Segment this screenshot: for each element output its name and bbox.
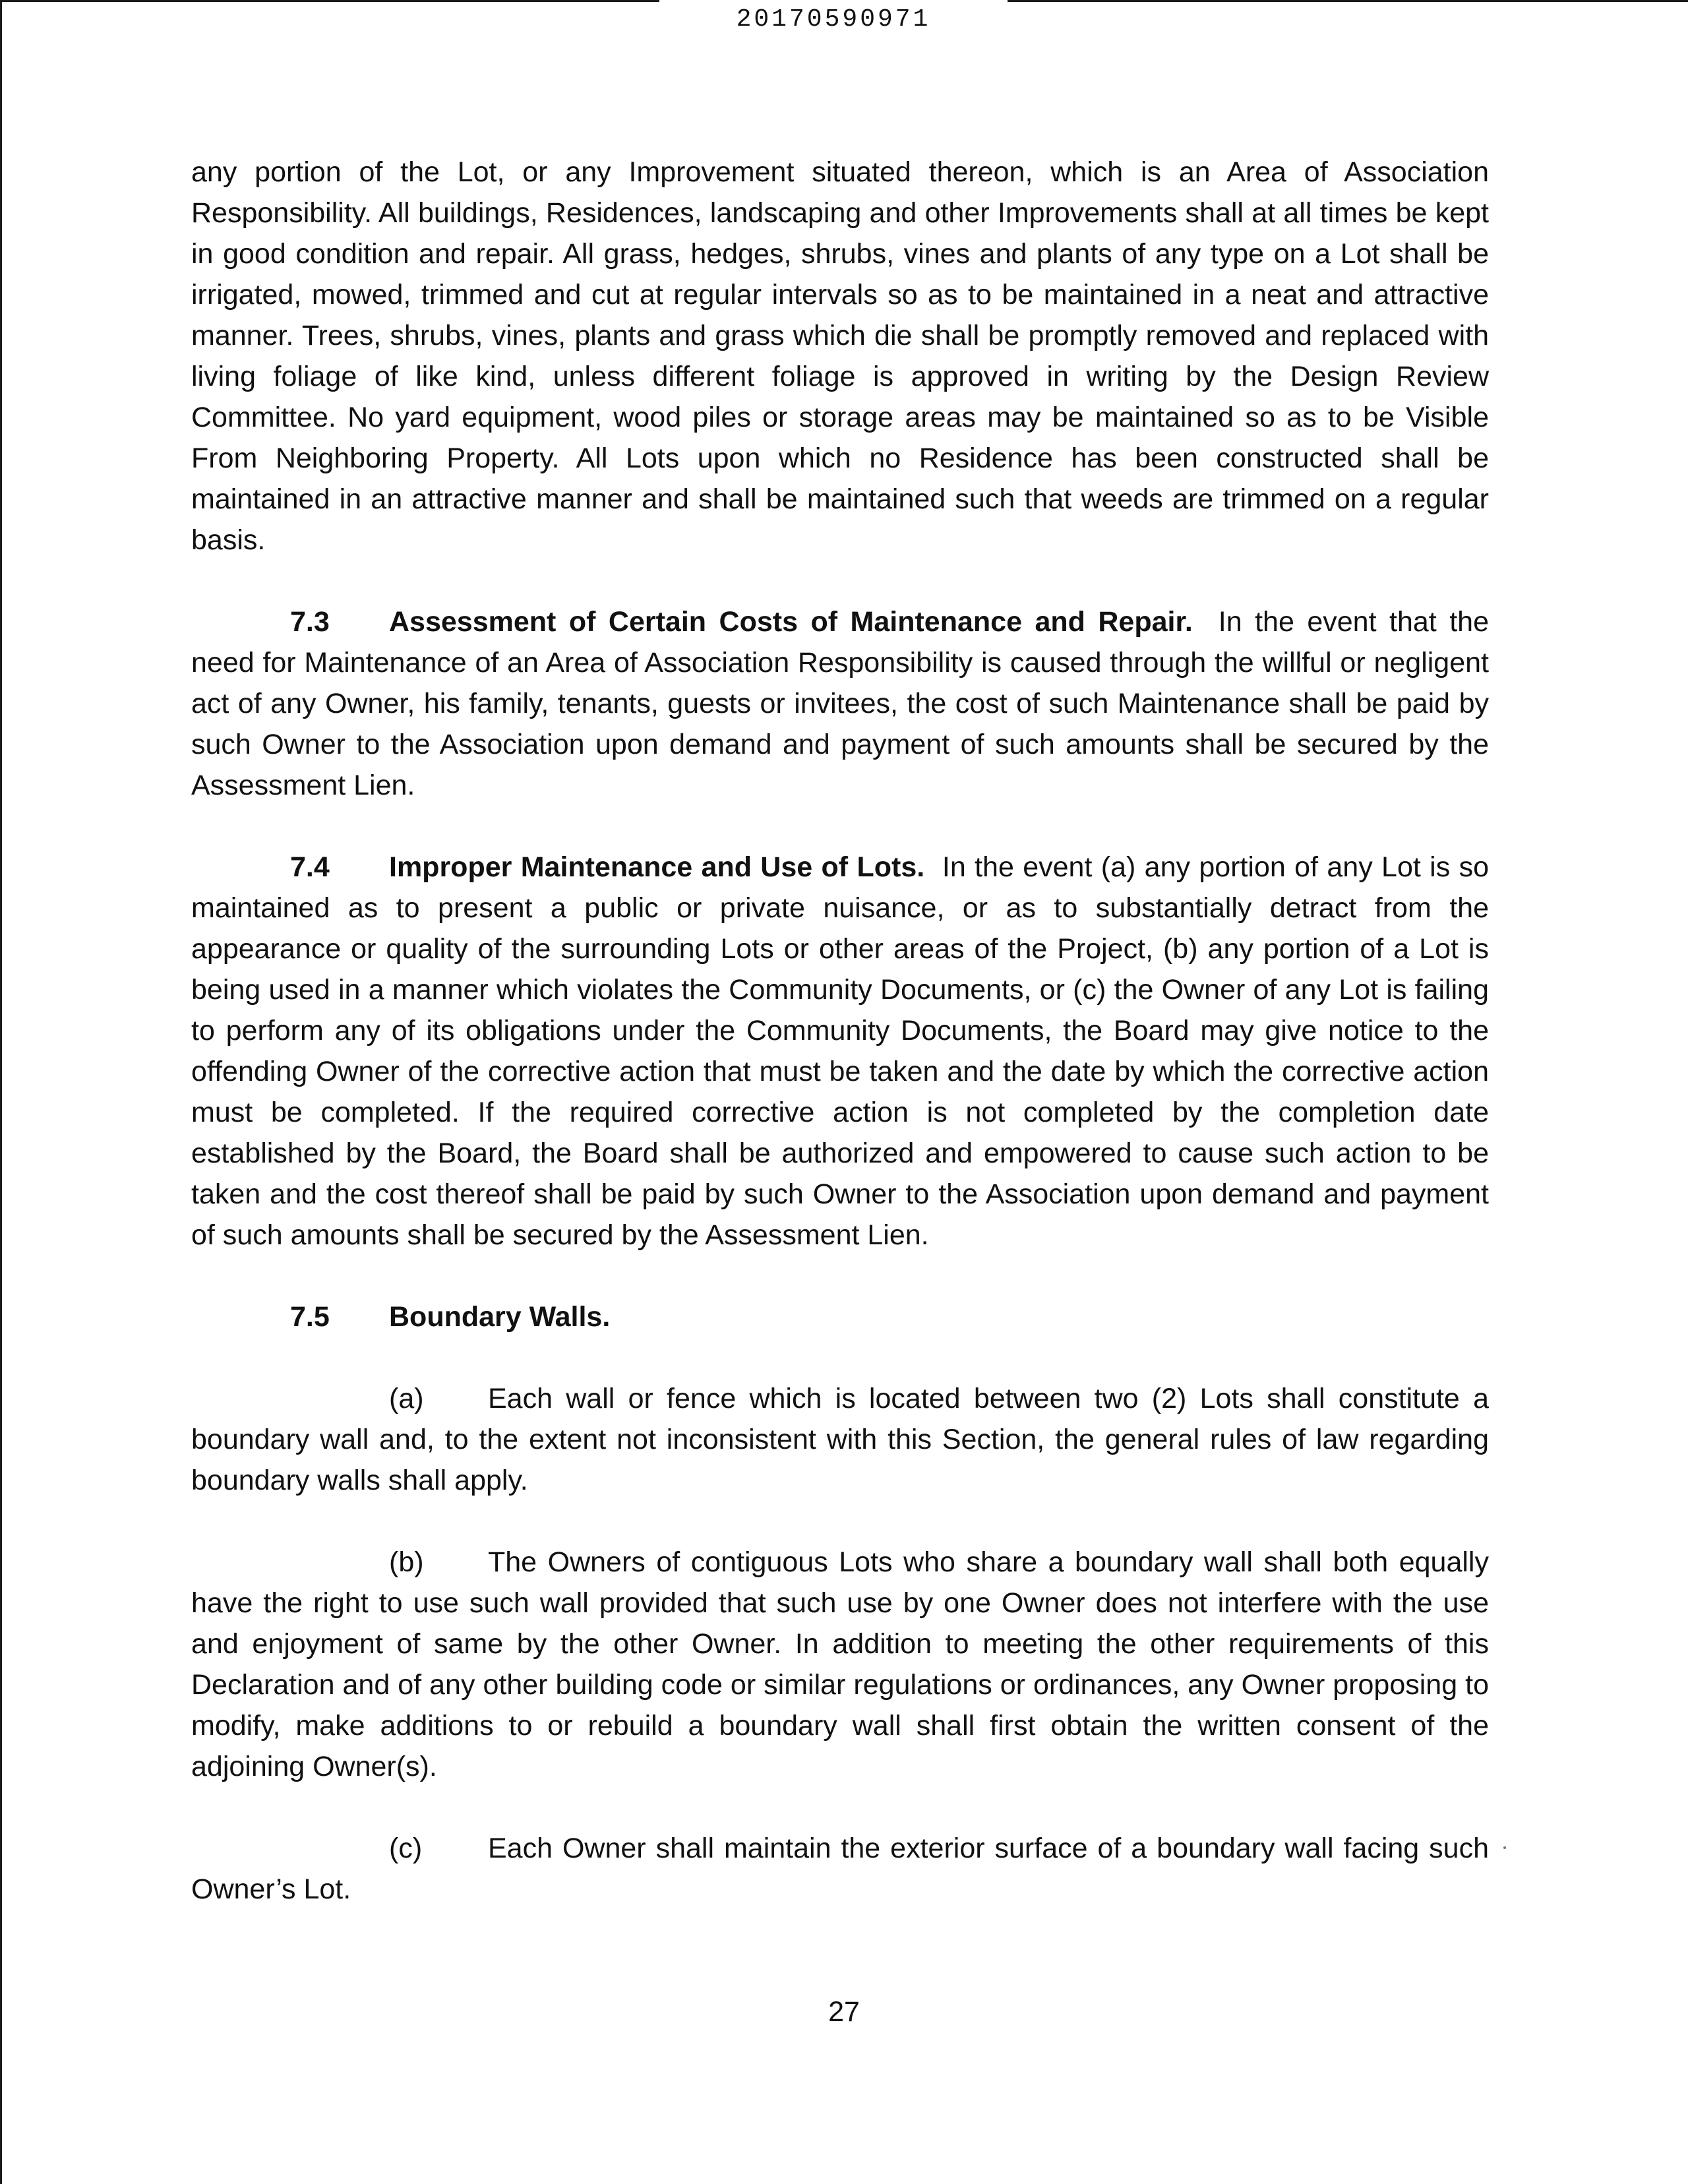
subsection-b (191, 1542, 1489, 1787)
section-7-4 (191, 847, 1489, 1256)
subsection-text: Each wall or fence which is located between two (2) Lots shall constitute a boundary wall and, to the extent not inconsistent with this Section, the general rules of law regarding boundary walls shall apply. (191, 1383, 1489, 1496)
subsection-label: (a) (389, 1383, 424, 1414)
section-number: 7.3 (290, 606, 330, 638)
subsection-label: (b) (389, 1546, 424, 1578)
section-text: In the event that the need for Maintenance of an Area of Association Responsibility is caused through the willful or negligent act of any Owner, his family, tenants, guests or invitees, the cost of such Maintenance shall be paid by such Owner to the Association upon demand and payment of such amounts shall be secured by the Assessment Lien. (191, 606, 1489, 801)
section-7-5 (191, 1296, 1489, 1337)
header-rule-left (0, 0, 659, 2)
section-title: Improper Maintenance and Use of Lots. (389, 851, 925, 883)
section-7-3 (191, 601, 1489, 806)
subsection-text: The Owners of contiguous Lots who share a boundary wall shall both equally have the right to use such wall provided that such use by one Owner does not interfere with the use and enjoyment of same by the other Owner. In addition to meeting the other requirements of this Declaration and of any other building code or similar regulations or ordinances, any Owner proposing to modify, make additions to or rebuild a boundary wall shall first obtain the written consent of the adjoining Owner(s). (191, 1546, 1489, 1782)
section-title: Boundary Walls. (389, 1301, 611, 1333)
intro-paragraph: any portion of the Lot, or any Improvement situated thereon, which is an Area of Association Responsibility. All buildings, Residences, landscaping and other Improvements shall at all times be kept in good condition and repair. All grass, hedges, shrubs, vines and plants of any type on a Lot shall be irrigated, mowed, trimmed and cut at regular intervals so as to be maintained in a neat and attractive manner. Trees, shrubs, vines, plants and grass which die shall be promptly removed and replaced with living foliage of like kind, unless different foliage is approved in writing by the Design Review Committee. No yard equipment, wood piles or storage areas may be maintained so as to be Visible From Neighboring Property. All Lots upon which no Residence has been constructed shall be maintained in an attractive manner and shall be maintained such that weeds are trimmed on a regular basis. (191, 156, 1489, 556)
scan-speck (1503, 1846, 1506, 1849)
subsection-label: (c) (389, 1833, 423, 1864)
left-border-rule (0, 0, 2, 2184)
section-number: 7.4 (290, 851, 330, 883)
page-number: 27 (828, 1996, 860, 2028)
section-number: 7.5 (290, 1301, 330, 1333)
header-rule-right (1008, 0, 1688, 2)
subsection-a (191, 1378, 1489, 1501)
subsection-c (191, 1828, 1489, 1910)
document-number: 20170590971 (736, 5, 931, 34)
section-text: In the event (a) any portion of any Lot is so maintained as to present a public or private nuisance, or as to substantially detract from the appearance or quality of the surrounding Lots or other areas of the Project, (b) any portion of a Lot is being used in a manner which violates the Community Documents, or (c) the Owner of any Lot is failing to perform any of its obligations under the Community Documents, the Board may give notice to the offending Owner of the corrective action that must be taken and the date by which the corrective action must be completed. If the required corrective action is not completed by the completion date established by the Board, the Board shall be authorized and empowered to cause such action to be taken and the cost thereof shall be paid by such Owner to the Association upon demand and payment of such amounts shall be secured by the Assessment Lien. (191, 851, 1489, 1251)
section-title: Assessment of Certain Costs of Maintenance and Repair. (389, 606, 1193, 638)
subsection-text: Each Owner shall maintain the exterior surface of a boundary wall facing such Owner’s Lot. (191, 1833, 1489, 1905)
document-body (191, 152, 1489, 1910)
